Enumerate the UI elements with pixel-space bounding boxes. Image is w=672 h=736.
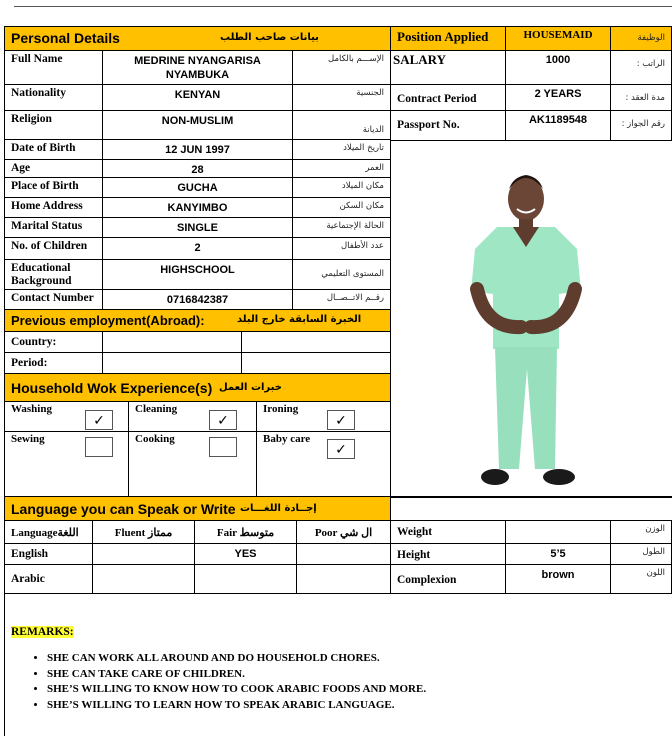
- checkbox[interactable]: [209, 437, 237, 457]
- language-level-cell[interactable]: [194, 564, 297, 594]
- field-ar-cell: [292, 177, 391, 198]
- physical-label: Weight: [397, 526, 433, 538]
- remarks-title: REMARKS:: [11, 626, 74, 638]
- physical-value-cell: [505, 543, 611, 565]
- position-label-cell: [390, 110, 506, 141]
- field-value: SINGLE: [177, 222, 218, 234]
- position-value: 1000: [545, 54, 571, 66]
- field-value-cell: [102, 110, 293, 140]
- field-label: Place of Birth: [11, 180, 79, 192]
- language-level: YES: [234, 548, 257, 560]
- language-name-cell: [4, 543, 93, 565]
- field-value-cell: [102, 84, 293, 111]
- position-label-ar: مدة العقد :: [625, 93, 665, 103]
- position-label: Contract Period: [397, 93, 477, 105]
- field-label-cell: [4, 289, 103, 310]
- field-label-ar: الجنسية: [356, 88, 384, 98]
- language-header: [4, 496, 391, 521]
- language-level-cell[interactable]: [296, 564, 391, 594]
- field-label-cell: [4, 159, 103, 178]
- household-item-label: Washing: [11, 403, 52, 415]
- position-label: SALARY: [393, 52, 446, 67]
- physical-label: Complexion: [397, 574, 457, 586]
- field-value-cell: [102, 237, 293, 260]
- checkbox[interactable]: ✓: [327, 410, 355, 430]
- field-value-cell: [102, 259, 293, 290]
- language-header: Languageاللغة: [11, 527, 79, 539]
- position-label-cell: [390, 50, 506, 85]
- field-label: Marital Status: [11, 220, 83, 232]
- position-value-cell: [505, 50, 611, 85]
- language-level: [297, 544, 390, 548]
- language-level: [93, 544, 194, 548]
- language-level-cell[interactable]: [92, 564, 195, 594]
- field-label: Full Name: [11, 53, 63, 65]
- household-item-label: Cooking: [135, 433, 175, 445]
- field-label: No. of Children: [11, 240, 88, 252]
- remarks-section: [4, 594, 672, 736]
- checkbox[interactable]: [85, 437, 113, 457]
- field-label-ar: الحالة الإجتماعية: [326, 221, 384, 231]
- field-ar-cell: [292, 197, 391, 218]
- field-value: MEDRINE NYANGARISA NYAMBUKA: [134, 55, 261, 81]
- field-value: 0716842387: [166, 294, 229, 306]
- checkbox[interactable]: ✓: [209, 410, 237, 430]
- physical-label-cell: [390, 564, 506, 594]
- position-title-ar: الوظيفة: [637, 33, 665, 43]
- physical-value-cell: [505, 520, 611, 544]
- field-value: HIGHSCHOOL: [160, 264, 235, 276]
- position-label: Passport No.: [397, 119, 460, 131]
- previous-value-cell[interactable]: [102, 331, 242, 353]
- household-item-label: Baby care: [263, 433, 311, 445]
- field-label-ar: تاريخ الميلاد: [343, 143, 384, 153]
- language-header: Fair متوسط: [216, 527, 275, 539]
- language-header: Fluent ممتاز: [114, 527, 173, 539]
- household-item: [128, 401, 257, 432]
- field-label-cell: [4, 84, 103, 111]
- remark-item: • SHE’S WILLING TO LEARN HOW TO SPEAK ARABIC LANGUAGE.: [47, 698, 426, 714]
- physical-value: brown: [541, 569, 575, 581]
- position-value: 2 YEARS: [534, 88, 582, 100]
- household-item: [256, 401, 391, 432]
- field-value: NON-MUSLIM: [161, 115, 234, 127]
- physical-label-cell: [390, 543, 506, 565]
- field-value-cell: [102, 177, 293, 198]
- field-label-ar: مكان السكن: [339, 201, 384, 211]
- field-label-ar: الإســـم بالكامل: [328, 54, 384, 64]
- language-header: Poor ال شي: [314, 527, 373, 539]
- field-value: 2: [194, 242, 201, 254]
- language-title-ar: إجــادة اللغـــات: [240, 503, 317, 514]
- field-ar-cell: [292, 159, 391, 178]
- position-value-cell: [505, 26, 611, 51]
- field-ar-cell: [292, 139, 391, 160]
- field-label-ar: الديانة: [362, 125, 384, 135]
- language-name: Arabic: [11, 573, 45, 585]
- remark-item: • SHE CAN TAKE CARE OF CHILDREN.: [47, 667, 426, 683]
- language-level-cell[interactable]: [296, 543, 391, 565]
- previous-label: Country:: [11, 336, 57, 348]
- field-ar-cell: [292, 289, 391, 310]
- field-label-ar: المستوى التعليمي: [321, 269, 384, 279]
- language-title: Language you can Speak or Write: [11, 501, 236, 517]
- previous-value-cell[interactable]: [102, 352, 242, 374]
- field-label-ar: مكان الميلاد: [341, 181, 384, 191]
- field-label: Date of Birth: [11, 142, 76, 154]
- field-label-cell: [4, 50, 103, 85]
- language-name-cell: [4, 564, 93, 594]
- field-ar-cell: [292, 237, 391, 260]
- position-ar-cell: [610, 84, 672, 111]
- household-item: [256, 431, 391, 497]
- language-level-cell[interactable]: [92, 543, 195, 565]
- field-label-ar: العمر: [365, 163, 384, 173]
- physical-ar-cell: [610, 543, 672, 565]
- language-header-cell: [4, 520, 93, 544]
- previous-label-cell: [4, 331, 103, 353]
- field-label: Nationality: [11, 87, 66, 99]
- field-value-cell: [102, 289, 293, 310]
- remark-item: • SHE’S WILLING TO KNOW HOW TO COOK ARABIC FOODS AND MORE.: [47, 682, 426, 698]
- checkbox[interactable]: ✓: [327, 439, 355, 459]
- top-rule: [14, 6, 672, 7]
- field-value: 12 JUN 1997: [165, 144, 230, 156]
- household-header: [4, 373, 391, 402]
- photo-frame: [390, 139, 672, 497]
- language-level: [93, 565, 194, 569]
- position-label-cell: [390, 84, 506, 111]
- physical-header-blank: [390, 496, 672, 521]
- field-label-cell: [4, 110, 103, 140]
- field-label-cell: [4, 177, 103, 198]
- field-ar-cell: [292, 50, 391, 85]
- checkbox[interactable]: ✓: [85, 410, 113, 430]
- household-item-label: Cleaning: [135, 403, 178, 415]
- physical-label-ar: اللون: [646, 568, 665, 578]
- language-name: English: [11, 548, 49, 560]
- field-label-cell: [4, 237, 103, 260]
- position-ar-cell: [610, 26, 672, 51]
- physical-value: 5’5: [550, 548, 566, 560]
- household-item: [4, 431, 129, 497]
- personal-details-header: [4, 26, 391, 51]
- personal-details-title: Personal Details: [11, 30, 120, 46]
- field-label-ar: عدد الأطفال: [340, 241, 384, 251]
- field-label: Home Address: [11, 200, 83, 212]
- language-header-cell: [194, 520, 297, 544]
- previous-employment-title: Previous employment(Abroad):: [11, 313, 205, 328]
- physical-label-cell: [390, 520, 506, 544]
- language-level-cell[interactable]: [194, 543, 297, 565]
- field-label-cell: [4, 217, 103, 238]
- remarks-list: [5, 651, 426, 713]
- position-applied-title: Position Applied: [397, 29, 489, 44]
- physical-ar-cell: [610, 520, 672, 544]
- field-label: Age: [11, 162, 31, 174]
- position-label-ar: رقم الجواز :: [621, 119, 665, 129]
- previous-extra-cell[interactable]: [241, 352, 391, 374]
- previous-employment-header: [4, 309, 391, 332]
- field-label-ar: رقــم الاتــصــال: [326, 293, 384, 303]
- language-level: [195, 565, 296, 569]
- position-ar-cell: [610, 50, 672, 85]
- field-value: KANYIMBO: [167, 202, 228, 214]
- previous-label: Period:: [11, 357, 48, 369]
- field-ar-cell: [292, 84, 391, 111]
- previous-employment-title-ar: الخبرة السابقة خارج البلد: [237, 314, 362, 325]
- field-value: 28: [191, 164, 204, 176]
- field-ar-cell: [292, 217, 391, 238]
- field-ar-cell: [292, 110, 391, 140]
- position-ar-cell: [610, 110, 672, 141]
- field-value: KENYAN: [174, 89, 221, 101]
- field-value-cell: [102, 159, 293, 178]
- field-label: Religion: [11, 113, 52, 125]
- field-value-cell: [102, 197, 293, 218]
- language-header-cell: [296, 520, 391, 544]
- position-label-ar: الراتب :: [636, 59, 665, 69]
- field-value-cell: [102, 217, 293, 238]
- household-item-label: Ironing: [263, 403, 299, 415]
- remark-item: • SHE CAN WORK ALL AROUND AND DO HOUSEHOLD CHORES.: [47, 651, 426, 667]
- household-title-ar: خبرات العمل: [219, 382, 282, 393]
- physical-label: Height: [397, 549, 431, 561]
- physical-value: [506, 521, 610, 525]
- field-ar-cell: [292, 259, 391, 290]
- position-value-cell: [505, 110, 611, 141]
- field-value-cell: [102, 139, 293, 160]
- physical-ar-cell: [610, 564, 672, 594]
- physical-label-ar: الطول: [642, 547, 665, 557]
- previous-label-cell: [4, 352, 103, 374]
- household-title: Household Wok Experience(s): [11, 380, 213, 396]
- previous-extra-cell[interactable]: [241, 331, 391, 353]
- position-value-cell: [505, 84, 611, 111]
- field-label-cell: [4, 197, 103, 218]
- language-level: [297, 565, 390, 569]
- physical-label-ar: الوزن: [645, 524, 665, 534]
- field-label-cell: [4, 259, 103, 290]
- household-item: [128, 431, 257, 497]
- candidate-photo: [391, 139, 672, 497]
- position-value: HOUSEMAID: [523, 29, 593, 41]
- position-value: AK1189548: [528, 114, 588, 126]
- physical-value-cell: [505, 564, 611, 594]
- personal-details-title-ar: بيانات صاحب الطلب: [220, 32, 319, 43]
- position-applied-label-cell: [390, 26, 506, 51]
- household-item-label: Sewing: [11, 433, 45, 445]
- field-label: Educational Background: [11, 262, 72, 287]
- household-item: [4, 401, 129, 432]
- field-label: Contact Number: [11, 292, 94, 304]
- field-label-cell: [4, 139, 103, 160]
- language-header-cell: [92, 520, 195, 544]
- field-value-cell: [102, 50, 293, 85]
- field-value: GUCHA: [177, 182, 218, 194]
